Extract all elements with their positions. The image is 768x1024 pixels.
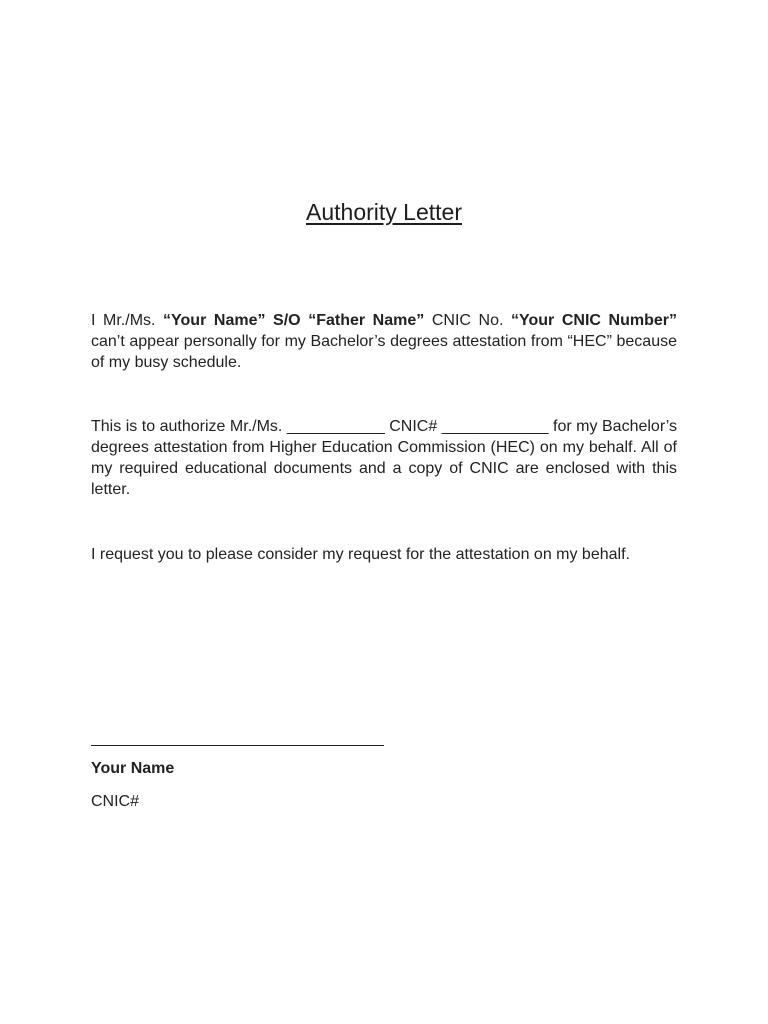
declaration-text-3: can’t appear personally for my Bachelor’s degrees attestation from “HEC” because of my busy schedule. <box>91 333 677 371</box>
paragraph-request: I request you to please consider my request for the attestation on my behalf. <box>91 546 630 563</box>
declaration-name-placeholder: “Your Name” S/O “Father Name” <box>163 312 425 329</box>
declaration-text-1: I Mr./Ms. <box>91 312 164 329</box>
signature-name: Your Name <box>91 760 175 777</box>
signature-line <box>91 745 384 746</box>
declaration-cnic-placeholder: “Your CNIC Number” <box>511 312 677 329</box>
paragraph-declaration <box>91 310 677 373</box>
letter-title: Authority Letter <box>306 199 462 225</box>
paragraph-authorization: This is to authorize Mr./Ms. ___________ CNIC# ____________ for my Bachelor’s degrees attestation from Higher Education Commission (HEC) on my behalf. All of my required educational documents and a copy of CNIC are enclosed with this letter. <box>91 418 677 498</box>
declaration-text-2: CNIC No. <box>424 312 512 329</box>
signature-cnic: CNIC# <box>91 793 140 810</box>
